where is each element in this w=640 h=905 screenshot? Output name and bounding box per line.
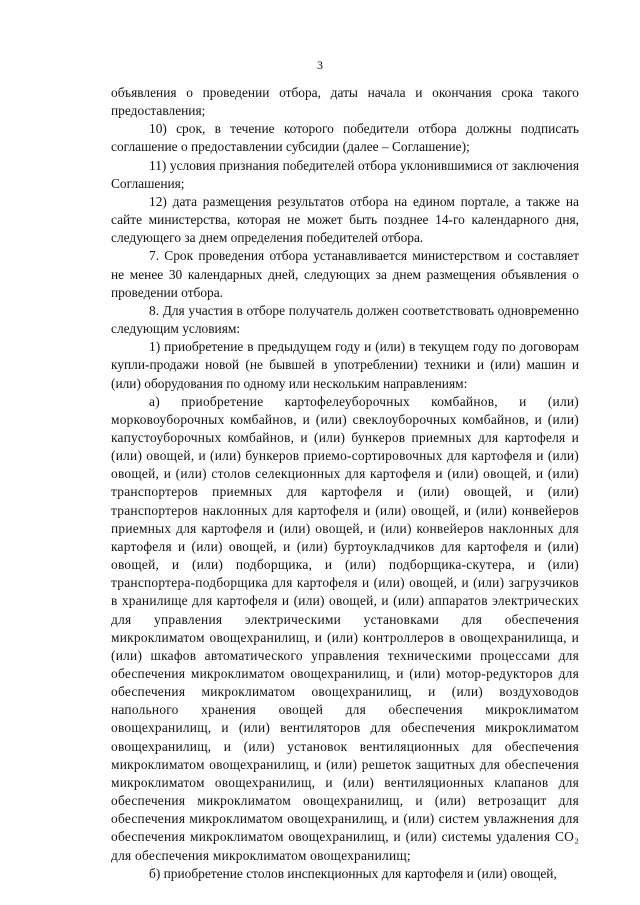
paragraph-subitem-b: б) приобретение столов инспекционных для картофеля и (или) овощей, (149, 865, 557, 881)
paragraph-clause-8: 8. Для участия в отборе получатель должен соответствовать одновременно следующим условиям: (111, 302, 579, 337)
paragraph-clause-7: 7. Срок проведения отбора устанавливается министерством и составляет не менее 30 календарных дней, следующих за днем размещения объявления о проведении отбора. (111, 248, 579, 300)
paragraph-condition-1: 1) приобретение в предыдущем году и (или) в текущем году по договорам купли-продажи новой (не бывшей в употреблении) техники и (или) машин и (или) оборудования по одному или нескольким направлениям: (111, 339, 579, 391)
paragraph-item-11: 11) условия признания победителей отбора уклонившимися от заключения Соглашения; (111, 157, 579, 191)
document-body (111, 84, 579, 883)
page-number: 3 (317, 58, 323, 72)
paragraph-item-12: 12) дата размещения результатов отбора на едином портале, а также на сайте министерства, которая не может быть позднее 14-го календарного дня, следующего за днем определения победителей отбора. (111, 193, 579, 246)
paragraph-subitem-a: а) приобретение картофелеуборочных комбайнов, и (или) морковоуборочных комбайнов, и (или) свеклоуборочных комбайнов, и (или) капустоуборочных комбайнов, и (или) бункеров приемных для картофеля и (или) овощей, и (или) бункеров приемо-сортировочных для картофеля и (или) овощей, и (или) столов селекционных для картофеля и (или) овощей, и (или) транспортеров приемных для картофеля и (или) овощей, и (или) транспортеров наклонных для картофеля и (или) овощей, и (или) конвейеров приемных для картофеля и (или) овощей, и (или) конвейеров наклонных для картофеля и (или) овощей, и (или) буртоукладчиков для картофеля и (или) овощей, и (или) подборщика, и (или) подборщика-скутера, и (или) транспортера-подборщика для картофеля и (или) овощей, и (или) загрузчиков в хранилище для картофеля и (или) овощей, и (или) аппаратов электрических для управления электрическими установками для обеспечения микроклиматом овощехранилищ, и (или) контроллеров в овощехранилища, и (или) шкафов автоматического управления техническими процессами для обеспечения микроклиматом овощехранилищ, и (или) мотор-редукторов для обеспечения микроклиматом овощехранилищ, и (или) воздуховодов напольного хранения овощей для обеспечения микроклиматом овощехранилищ, и (или) вентиляторов для обеспечения микроклиматом овощехранилищ, и (или) установок вентиляционных для обеспечения микроклиматом овощехранилищ, и (или) решеток защитных для обеспечения микроклиматом овощехранилищ, и (или) вентиляционных клапанов для обеспечения микроклиматом овощехранилищ, и (или) ветрозащит для обеспечения микроклиматом овощехранилищ, и (или) систем увлажнения для обеспечения микроклиматом овощехранилищ, и (или) системы удаления CO₂ для обеспечения микроклиматом овощехранилищ; (111, 393, 579, 863)
paragraph-item-10: 10) срок, в течение которого победители отбора должны подписать соглашение о предоставлении субсидии (далее – Соглашение); (111, 121, 579, 155)
paragraph-announcement-end: объявления о проведении отбора, даты начала и окончания срока такого предоставления; (111, 85, 579, 119)
